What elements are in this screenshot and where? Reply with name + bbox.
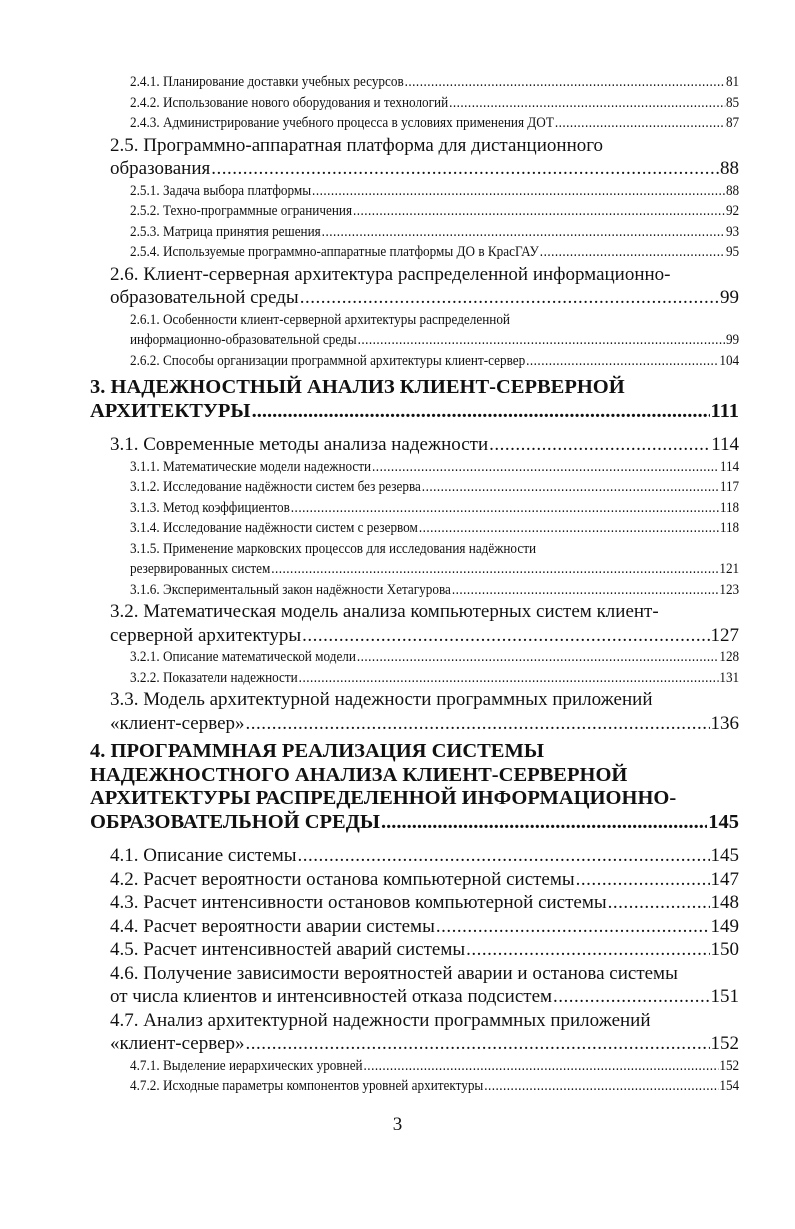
toc-entry-row bbox=[130, 457, 739, 478]
toc-entry-title-line: 4.6. Получение зависимости вероятностей аварии и останова системы bbox=[110, 962, 678, 984]
toc-entry-title: 4.5. Расчет интенсивностей аварий системы bbox=[110, 939, 466, 960]
toc-entry-title: 4.1. Описание системы bbox=[110, 845, 297, 866]
page-number: 3 bbox=[392, 1114, 403, 1135]
toc-entry-row bbox=[130, 72, 739, 93]
dot-leader bbox=[484, 1076, 718, 1097]
toc-entry-title: 2.5.1. Задача выбора платформы bbox=[130, 182, 312, 199]
toc-entry-row bbox=[130, 1076, 739, 1097]
toc-entry-level-1[interactable] bbox=[90, 376, 739, 423]
dot-leader bbox=[381, 811, 707, 835]
toc-entry-page: 104 bbox=[719, 352, 740, 369]
toc-entry-title: 4.7.1. Выделение иерархических уровней bbox=[130, 1057, 363, 1074]
dot-leader bbox=[211, 157, 719, 181]
toc-entry-page: 127 bbox=[710, 624, 739, 646]
toc-entry-page: 93 bbox=[725, 223, 740, 240]
toc-entry-row bbox=[130, 647, 739, 668]
toc-entry-level-3[interactable] bbox=[130, 1076, 739, 1097]
toc-entry-title: 3.1. Современные методы анализа надежности bbox=[110, 434, 489, 455]
toc-entry-level-2[interactable] bbox=[110, 1009, 739, 1056]
toc-entry-title-line: НАДЕЖНОСТНОГО АНАЛИЗА КЛИЕНТ-СЕРВЕРНОЙ bbox=[90, 763, 628, 786]
toc-entry-row bbox=[110, 891, 739, 915]
toc-entry-level-2[interactable] bbox=[110, 134, 739, 181]
dot-leader bbox=[555, 113, 725, 134]
dot-leader bbox=[553, 985, 709, 1009]
toc-entry-row bbox=[130, 351, 739, 372]
toc-entry-row bbox=[130, 580, 739, 601]
dot-leader bbox=[405, 72, 725, 93]
dot-leader bbox=[489, 433, 710, 457]
toc-entry-page: 123 bbox=[719, 581, 740, 598]
dot-leader bbox=[526, 351, 718, 372]
toc-entry-level-3[interactable] bbox=[130, 72, 739, 93]
toc-entry-page: 128 bbox=[719, 649, 740, 665]
dot-leader bbox=[358, 330, 725, 351]
dot-leader bbox=[540, 242, 725, 263]
toc-entry-page: 88 bbox=[720, 158, 739, 179]
dot-leader bbox=[372, 457, 719, 478]
toc-entry-page: 81 bbox=[725, 74, 740, 90]
toc-entry-level-1[interactable] bbox=[90, 740, 739, 834]
toc-entry-title: 2.6.2. Способы организации программной архитектуры клиент-сервер bbox=[130, 352, 526, 369]
toc-entry-page: 114 bbox=[711, 434, 739, 455]
toc-entry-level-3[interactable] bbox=[130, 351, 739, 372]
toc-entry-row bbox=[110, 624, 739, 648]
toc-entry-page: 136 bbox=[710, 712, 739, 734]
toc-entry-title-line: 2.6.1. Особенности клиент-серверной архитектуры распределенной bbox=[130, 311, 510, 328]
toc-entry-row bbox=[130, 222, 739, 243]
dot-leader bbox=[357, 647, 719, 668]
toc-entry-page: 145 bbox=[710, 845, 739, 866]
toc-entry-page: 149 bbox=[710, 915, 739, 937]
toc-entry-title: АРХИТЕКТУРЫ bbox=[90, 399, 251, 422]
toc-entry-page: 148 bbox=[710, 892, 739, 913]
toc-entry-level-3[interactable] bbox=[130, 539, 739, 580]
toc-entry-page: 99 bbox=[720, 287, 739, 308]
toc-entry-page: 92 bbox=[725, 203, 740, 219]
toc-entry-row bbox=[110, 433, 739, 457]
toc-entry-title: 3.1.6. Экспериментальный закон надёжности Хетагурова bbox=[130, 581, 451, 598]
toc-entry-title: 4.3. Расчет интенсивности остановов компьютерной системы bbox=[110, 892, 607, 913]
toc-entry-level-3[interactable] bbox=[130, 113, 739, 134]
toc-entry-title: 3.2.2. Показатели надежности bbox=[130, 669, 298, 686]
toc-entry-title: образования bbox=[110, 158, 211, 179]
toc-entry-page: 118 bbox=[719, 499, 740, 516]
dot-leader bbox=[252, 400, 710, 424]
toc-entry-title: 2.4.2. Использование нового оборудования и технологий bbox=[130, 94, 449, 111]
toc-entry-page: 151 bbox=[710, 986, 739, 1007]
toc-entry-level-2[interactable] bbox=[110, 600, 739, 647]
toc-entry-row bbox=[130, 93, 739, 114]
toc-entry-level-2[interactable] bbox=[110, 915, 739, 939]
toc-entry-level-2[interactable] bbox=[110, 688, 739, 735]
dot-leader bbox=[452, 580, 719, 601]
toc-entry-title: 2.4.1. Планирование доставки учебных ресурсов bbox=[130, 74, 404, 90]
toc-entry-level-3[interactable] bbox=[130, 310, 739, 351]
toc-entry-title: 3.1.1. Математические модели надежности bbox=[130, 458, 372, 475]
dot-leader bbox=[364, 1056, 719, 1077]
toc-entry-page: 99 bbox=[725, 332, 740, 348]
dot-leader bbox=[576, 868, 710, 892]
toc-entry-title: 3.1.2. Исследование надёжности систем без резерва bbox=[130, 479, 421, 495]
toc-entry-level-2[interactable] bbox=[110, 433, 739, 457]
toc-entry-row bbox=[130, 477, 739, 498]
dot-leader bbox=[436, 915, 710, 939]
toc-entry-level-3[interactable] bbox=[130, 518, 739, 539]
toc-entry-title: 4.7.2. Исходные параметры компонентов уровней архитектуры bbox=[130, 1078, 484, 1094]
toc-entry-title-line: АРХИТЕКТУРЫ РАСПРЕДЕЛЕННОЙ ИНФОРМАЦИОННО- bbox=[90, 787, 677, 809]
toc-entry-row bbox=[130, 498, 739, 519]
toc-entry-level-3[interactable] bbox=[130, 181, 739, 202]
toc-entry-page: 111 bbox=[710, 399, 739, 422]
toc-entry-title-line: 2.6. Клиент-серверная архитектура распределенной информационно- bbox=[110, 263, 671, 285]
dot-leader bbox=[299, 668, 719, 689]
toc-entry-row bbox=[110, 938, 739, 962]
dot-leader bbox=[271, 559, 718, 580]
dot-leader bbox=[419, 518, 719, 539]
toc-entry-row bbox=[130, 242, 739, 263]
toc-entry-row bbox=[110, 868, 739, 892]
toc-entry-title: ОБРАЗОВАТЕЛЬНОЙ СРЕДЫ bbox=[90, 810, 380, 833]
dot-leader bbox=[297, 844, 709, 868]
dot-leader bbox=[322, 222, 725, 243]
toc-entry-row bbox=[90, 400, 739, 424]
dot-leader bbox=[291, 498, 719, 519]
toc-entry-level-3[interactable] bbox=[130, 1056, 739, 1077]
toc-entry-title: 3.2.1. Описание математической модели bbox=[130, 649, 356, 665]
toc-entry-title: «клиент-сервер» bbox=[110, 712, 245, 734]
toc-entry-title: 3.1.3. Метод коэффициентов bbox=[130, 499, 290, 516]
toc-entry-page: 85 bbox=[725, 94, 740, 111]
dot-leader bbox=[300, 286, 719, 310]
toc-entry-level-2[interactable] bbox=[110, 868, 739, 892]
toc-entry-row bbox=[130, 201, 739, 222]
toc-entry-page: 152 bbox=[719, 1057, 740, 1074]
toc-entry-row bbox=[90, 811, 739, 835]
toc-entry-title-line: 3.1.5. Применение марковских процессов для исследования надёжности bbox=[130, 540, 537, 557]
toc-entry-title: образовательной среды bbox=[110, 287, 299, 308]
toc-entry-row bbox=[110, 157, 739, 181]
toc-entry-level-3[interactable] bbox=[130, 457, 739, 478]
dot-leader bbox=[312, 181, 725, 202]
toc-entry-page: 95 bbox=[725, 244, 740, 260]
toc-entry-title-line: 4.7. Анализ архитектурной надежности программных приложений bbox=[110, 1009, 651, 1031]
toc-entry-page: 154 bbox=[719, 1078, 740, 1094]
toc-entry-level-3[interactable] bbox=[130, 242, 739, 263]
toc-entry-row bbox=[130, 559, 739, 580]
dot-leader bbox=[246, 1032, 710, 1056]
toc-entry-page: 150 bbox=[710, 939, 739, 960]
toc-entry-row bbox=[130, 330, 739, 351]
toc-entry-level-3[interactable] bbox=[130, 498, 739, 519]
toc-entry-page: 145 bbox=[708, 810, 739, 833]
toc-entry-level-2[interactable] bbox=[110, 891, 739, 915]
toc-entry-level-3[interactable] bbox=[130, 93, 739, 114]
toc-entry-page: 88 bbox=[725, 182, 740, 199]
toc-entry-title-line: 4. ПРОГРАММНАЯ РЕАЛИЗАЦИЯ СИСТЕМЫ bbox=[90, 740, 544, 762]
dot-leader bbox=[422, 477, 719, 498]
toc-entry-row bbox=[130, 113, 739, 134]
toc-entry-title-line: 3.3. Модель архитектурной надежности программных приложений bbox=[110, 689, 653, 710]
toc-entry-level-2[interactable] bbox=[110, 938, 739, 962]
toc-entry-title: 2.5.3. Матрица принятия решения bbox=[130, 223, 321, 240]
table-of-contents bbox=[0, 72, 795, 1097]
toc-entry-row bbox=[130, 518, 739, 539]
toc-entry-title: 4.2. Расчет вероятности останова компьютерной системы bbox=[110, 868, 575, 890]
toc-entry-level-2[interactable] bbox=[110, 844, 739, 868]
toc-entry-row bbox=[130, 1056, 739, 1077]
dot-leader bbox=[302, 624, 709, 648]
toc-entry-title: серверной архитектуры bbox=[110, 624, 302, 646]
toc-entry-title-line: 3.2. Математическая модель анализа компьютерных систем клиент- bbox=[110, 601, 659, 622]
toc-entry-title-line: 2.5. Программно-аппаратная платформа для дистанционного bbox=[110, 134, 604, 156]
toc-entry-title: 2.5.2. Техно-программные ограничения bbox=[130, 203, 353, 219]
toc-entry-page: 147 bbox=[710, 868, 739, 890]
toc-entry-level-3[interactable] bbox=[130, 668, 739, 689]
toc-entry-level-3[interactable] bbox=[130, 477, 739, 498]
toc-entry-page: 131 bbox=[719, 669, 740, 686]
toc-entry-title-line: 3. НАДЕЖНОСТНЫЙ АНАЛИЗ КЛИЕНТ-СЕРВЕРНОЙ bbox=[90, 376, 625, 398]
toc-entry-level-2[interactable] bbox=[110, 962, 739, 1009]
toc-entry-level-3[interactable] bbox=[130, 201, 739, 222]
dot-leader bbox=[246, 712, 710, 736]
toc-entry-row bbox=[110, 915, 739, 939]
dot-leader bbox=[353, 201, 725, 222]
toc-entry-title: от числа клиентов и интенсивностей отказа подсистем bbox=[110, 986, 553, 1007]
toc-entry-page: 152 bbox=[710, 1033, 739, 1054]
dot-leader bbox=[449, 93, 725, 114]
toc-entry-row bbox=[130, 181, 739, 202]
toc-entry-page: 121 bbox=[719, 561, 740, 577]
toc-entry-level-3[interactable] bbox=[130, 580, 739, 601]
toc-entry-level-3[interactable] bbox=[130, 222, 739, 243]
toc-entry-title: 2.4.3. Администрирование учебного процесса в условиях применения ДОТ bbox=[130, 115, 554, 131]
toc-entry-row bbox=[110, 712, 739, 736]
toc-entry-title: 3.1.4. Исследование надёжности систем с резервом bbox=[130, 520, 418, 536]
toc-entry-page: 118 bbox=[719, 520, 740, 536]
toc-entry-title: информационно-образовательной среды bbox=[130, 332, 357, 348]
dot-leader bbox=[466, 938, 709, 962]
toc-entry-title: 2.5.4. Используемые программно-аппаратные платформы ДО в КрасГАУ bbox=[130, 244, 539, 260]
toc-entry-page: 114 bbox=[719, 458, 740, 475]
toc-entry-level-2[interactable] bbox=[110, 263, 739, 310]
toc-entry-level-3[interactable] bbox=[130, 647, 739, 668]
toc-entry-row bbox=[130, 668, 739, 689]
toc-entry-row bbox=[110, 1032, 739, 1056]
toc-entry-title: резервированных систем bbox=[130, 561, 271, 577]
dot-leader bbox=[608, 891, 710, 915]
toc-entry-title: «клиент-сервер» bbox=[110, 1033, 245, 1054]
toc-entry-row bbox=[110, 985, 739, 1009]
toc-entry-title: 4.4. Расчет вероятности аварии системы bbox=[110, 915, 435, 937]
toc-entry-page: 87 bbox=[725, 115, 740, 131]
toc-entry-page: 117 bbox=[719, 479, 740, 495]
toc-entry-row bbox=[110, 286, 739, 310]
toc-entry-row bbox=[110, 844, 739, 868]
